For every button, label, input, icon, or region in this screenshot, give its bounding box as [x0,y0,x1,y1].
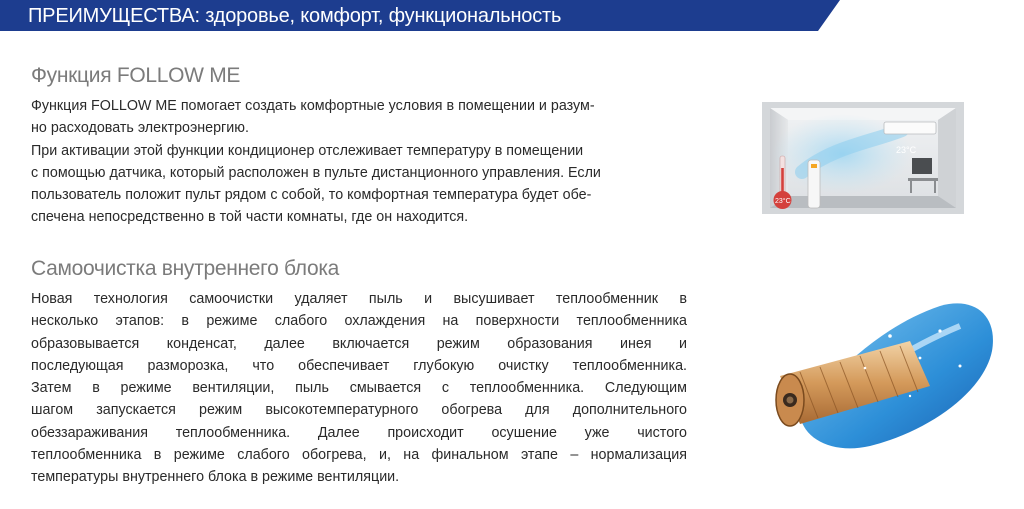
text-line: с помощью датчика, который расположен в пульте дистанционного управления. Если [31,164,601,181]
text-line: но расходовать электроэнергию. [31,120,249,137]
follow-me-text [31,95,687,229]
text-line: последующая разморозка, что обеспечивает глубокую очистку теплообменника. [31,357,687,374]
ac-temperature-label: 23°C [896,145,917,155]
section-title-follow-me: Функция FOLLOW ME [31,64,241,87]
remote-temperature-label: 23°C [775,198,791,205]
text-line: несколько этапов: в режиме слабого охлаждения на поверхности теплообменника [31,313,687,330]
page-title: ПРЕИМУЩЕСТВА: здоровье, комфорт, функциональность [28,5,562,27]
text-line: температуры внутреннего блока в режиме вентиляции. [31,469,400,486]
text-line: При активации этой функции кондиционер отслеживает температуру в помещении [31,142,584,159]
follow-me-room-illustration [762,102,964,214]
section-title-self-cleaning: Самоочистка внутреннего блока [31,257,340,280]
text-line: пользователь положит пульт рядом с собой, то комфортная температура будет обе- [31,187,592,204]
text-line: шагом запускается режим высокотемпературного обогрева для дополнительного [31,402,687,419]
text-line: спечена непосредственно в той части комнаты, где он находится. [31,209,469,226]
text-line: Затем в режиме вентиляции, пыль смывается с теплообменника. Следующим [31,380,687,397]
heat-exchanger-illustration [770,296,1002,456]
text-line: Функция FOLLOW ME помогает создать комфортные условия в помещении и разум- [31,98,595,114]
self-cleaning-text [31,288,687,489]
text-line: теплообменника в режиме слабого обогрева, и, на финальном этапе – нормализация [31,447,687,464]
text-line: Новая технология самоочистки удаляет пыль и высушивает теплообменник в [31,291,687,307]
text-line: обеззараживания теплообменника. Далее происходит осушение уже чистого [31,424,687,441]
text-line: образовывается конденсат, далее включается режим образования инея и [31,335,687,352]
